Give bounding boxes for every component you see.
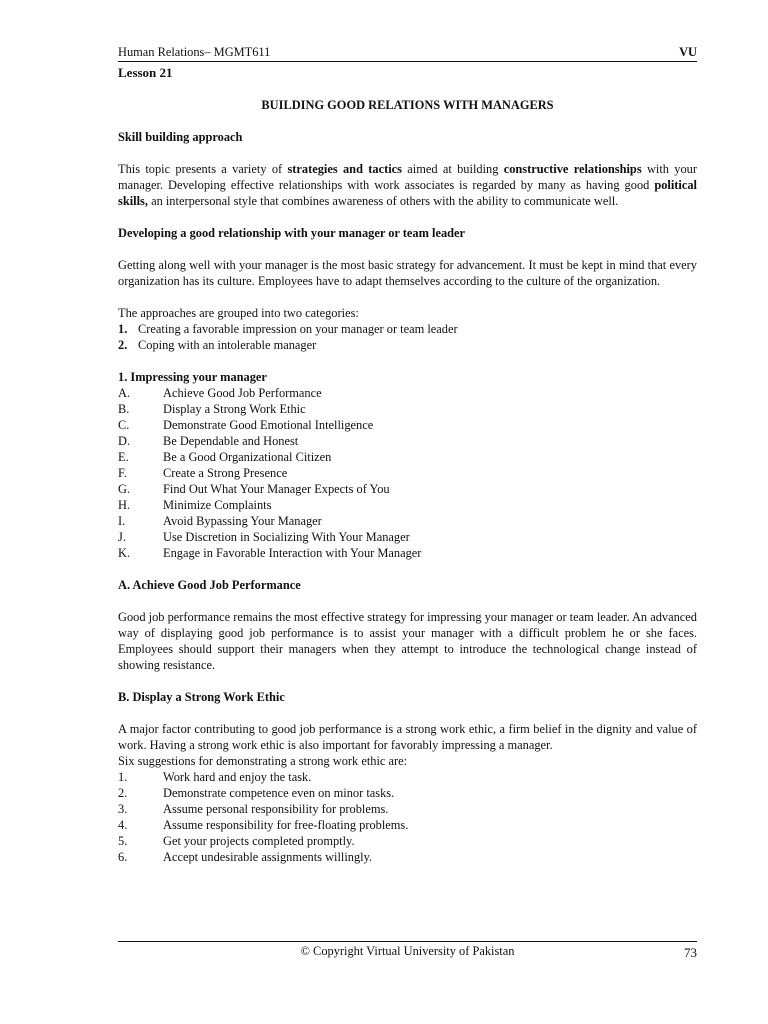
heading-job-performance: A. Achieve Good Job Performance (118, 578, 301, 592)
page-content (118, 44, 697, 865)
page-title: BUILDING GOOD RELATIONS WITH MANAGERS (261, 98, 554, 112)
list-item: 2. Coping with an intolerable manager (118, 338, 317, 352)
job-performance-paragraph: Good job performance remains the most effective strategy for impressing your manager or team leader. An advanced way of displaying good job performance is to assist your manager with a difficult problem he or she faces. Employees should support their managers when they attempt to introduce the technological change instead of showing resistance. (118, 610, 697, 672)
list-item: F. Create a Strong Presence (118, 466, 288, 480)
intro-paragraph: This topic presents a variety of strategies and tactics aimed at building constructive relationships with your manager. Developing effective relationships with work associates is regarded by many as having good political skills, an interpersonal style that combines awareness of others with the ability to communicate well. (118, 162, 698, 208)
list-item: 5. Get your projects completed promptly. (118, 834, 355, 848)
copyright-notice: © Copyright Virtual University of Pakistan (300, 944, 515, 958)
list-item: I. Avoid Bypassing Your Manager (118, 514, 322, 528)
lesson-label: Lesson 21 (118, 65, 173, 80)
relationship-paragraph: Getting along well with your manager is the most basic strategy for advancement. It must be kept in mind that every organization has its culture. Employees have to adapt themselves according to the culture of the organization. (118, 258, 697, 288)
list-item: K. Engage in Favorable Interaction with Your Manager (118, 546, 422, 560)
list-item: 1. Creating a favorable impression on your manager or team leader (118, 322, 458, 336)
list-item: 1. Work hard and enjoy the task. (118, 770, 312, 784)
impressing-list (118, 385, 697, 561)
list-item: B. Display a Strong Work Ethic (118, 402, 306, 416)
list-item: 3. Assume personal responsibility for problems. (118, 802, 389, 816)
list-item: A. Achieve Good Job Performance (118, 386, 322, 400)
list-item: J. Use Discretion in Socializing With Your Manager (118, 530, 410, 544)
heading-impressing-manager: 1. Impressing your manager (118, 370, 267, 384)
institution-label: VU (679, 45, 697, 59)
list-item: D. Be Dependable and Honest (118, 434, 299, 448)
page-number: 73 (684, 945, 697, 960)
work-ethic-suggestions-intro: Six suggestions for demonstrating a strong work ethic are: (118, 754, 408, 768)
heading-good-relationship: Developing a good relationship with your manager or team leader (118, 226, 466, 240)
course-title: Human Relations– MGMT611 (118, 45, 271, 59)
list-item: C. Demonstrate Good Emotional Intelligence (118, 418, 374, 432)
running-header (118, 44, 697, 62)
approaches-intro: The approaches are grouped into two categories: (118, 306, 359, 320)
list-item: H. Minimize Complaints (118, 498, 272, 512)
list-item: 6. Accept undesirable assignments willingly. (118, 850, 373, 864)
heading-skill-building: Skill building approach (118, 130, 243, 144)
heading-work-ethic: B. Display a Strong Work Ethic (118, 690, 285, 704)
page-footer (118, 941, 697, 959)
categories-list (118, 321, 697, 353)
list-item: 2. Demonstrate competence even on minor tasks. (118, 786, 395, 800)
list-item: G. Find Out What Your Manager Expects of You (118, 482, 390, 496)
work-ethic-list (118, 769, 697, 865)
list-item: E. Be a Good Organizational Citizen (118, 450, 332, 464)
list-item: 4. Assume responsibility for free-floating problems. (118, 818, 409, 832)
work-ethic-paragraph: A major factor contributing to good job performance is a strong work ethic, a firm belief in the dignity and value of work. Having a strong work ethic is also important for favorably impressing a manager. (118, 722, 697, 752)
